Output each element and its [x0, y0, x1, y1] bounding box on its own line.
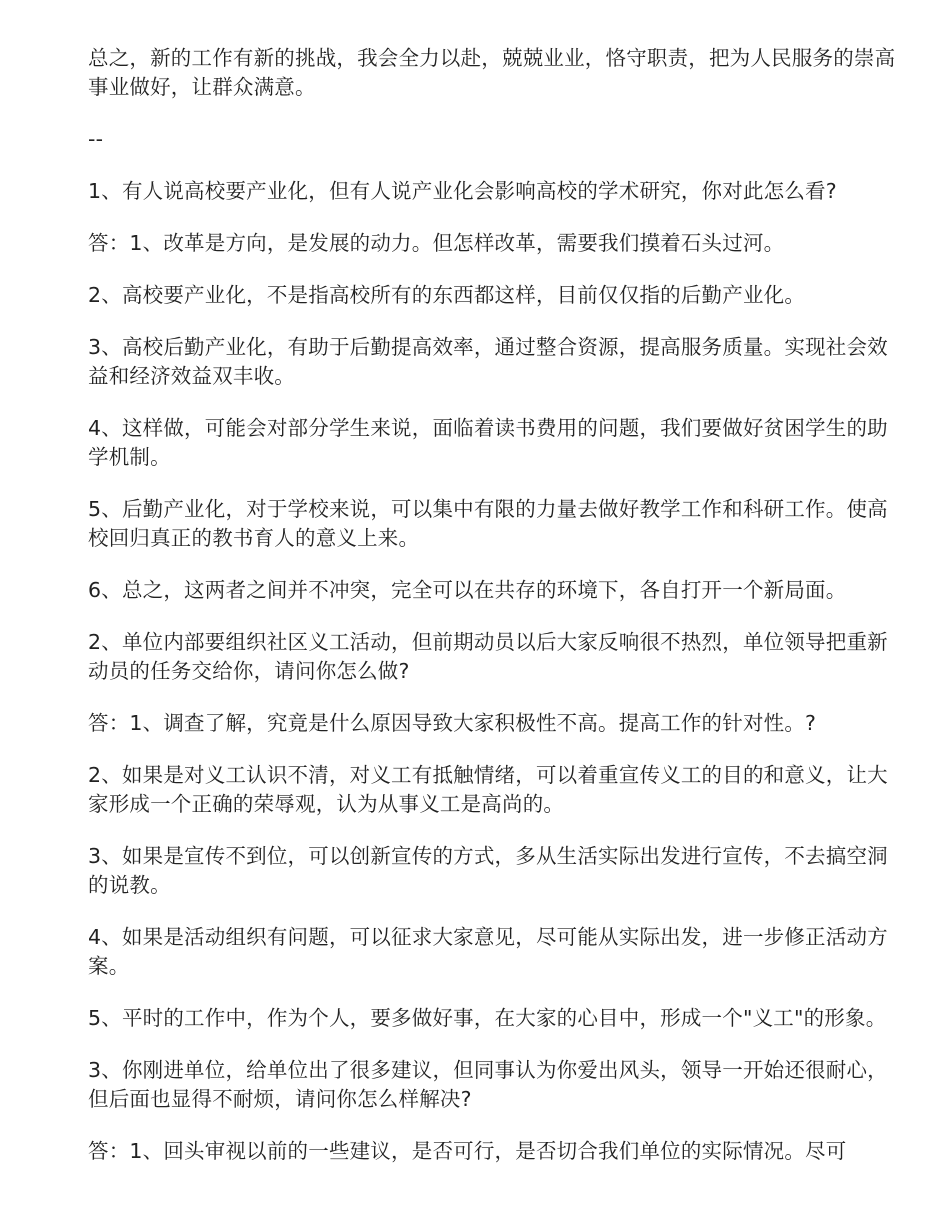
answer-1-point-5: 5、后勤产业化，对于学校来说，可以集中有限的力量去做好教学工作和科研工作。使高校回归真正的教书育人的意义上来。 — [88, 497, 888, 550]
answer-1-point-3: 3、高校后勤产业化，有助于后勤提高效率，通过整合资源，提高服务质量。实现社会效益和经济效益双丰收。 — [88, 335, 888, 388]
question-3: 3、你刚进单位，给单位出了很多建议，但同事认为你爱出风头，领导一开始还很耐心，但后面也显得不耐烦，请问你怎么样解决? — [88, 1058, 888, 1111]
answer-2-point-3: 3、如果是宣传不到位，可以创新宣传的方式，多从生活实际出发进行宣传，不去搞空洞的说教。 — [88, 844, 888, 897]
document-body — [88, 44, 908, 1189]
answer-2-point-2: 2、如果是对义工认识不清，对义工有抵触情绪，可以着重宣传义工的目的和意义，让大家形成一个正确的荣辱观，认为从事义工是高尚的。 — [88, 763, 888, 816]
answer-3-point-1: 答：1、回头审视以前的一些建议，是否可行，是否切合我们单位的实际情况。尽可 — [88, 1139, 847, 1163]
answer-2-point-1: 答：1、调查了解，究竟是什么原因导致大家积极性不高。提高工作的针对性。? — [88, 711, 817, 735]
answer-1-point-2: 2、高校要产业化，不是指高校所有的东西都这样，目前仅仅指的后勤产业化。 — [88, 283, 806, 307]
answer-2-point-5: 5、平时的工作中，作为个人，要多做好事，在大家的心目中，形成一个"义工"的形象。 — [88, 1006, 887, 1030]
separator: -- — [88, 127, 104, 151]
question-1: 1、有人说高校要产业化，但有人说产业化会影响高校的学术研究，你对此怎么看? — [88, 179, 837, 203]
answer-1-point-4: 4、这样做，可能会对部分学生来说，面临着读书费用的问题，我们要做好贫困学生的助学机制。 — [88, 416, 888, 469]
answer-1-point-6: 6、总之，这两者之间并不冲突，完全可以在共存的环境下，各自打开一个新局面。 — [88, 578, 847, 602]
paragraph-closing-summary: 总之，新的工作有新的挑战，我会全力以赴，兢兢业业，恪守职责，把为人民服务的崇高事业做好，让群众满意。 — [88, 46, 896, 99]
question-2: 2、单位内部要组织社区义工活动，但前期动员以后大家反响很不热烈，单位领导把重新动员的任务交给你，请问你怎么做? — [88, 630, 888, 683]
answer-2-point-4: 4、如果是活动组织有问题，可以征求大家意见，尽可能从实际出发，进一步修正活动方案。 — [88, 925, 888, 978]
answer-1-point-1: 答：1、改革是方向，是发展的动力。但怎样改革，需要我们摸着石头过河。 — [88, 231, 785, 255]
